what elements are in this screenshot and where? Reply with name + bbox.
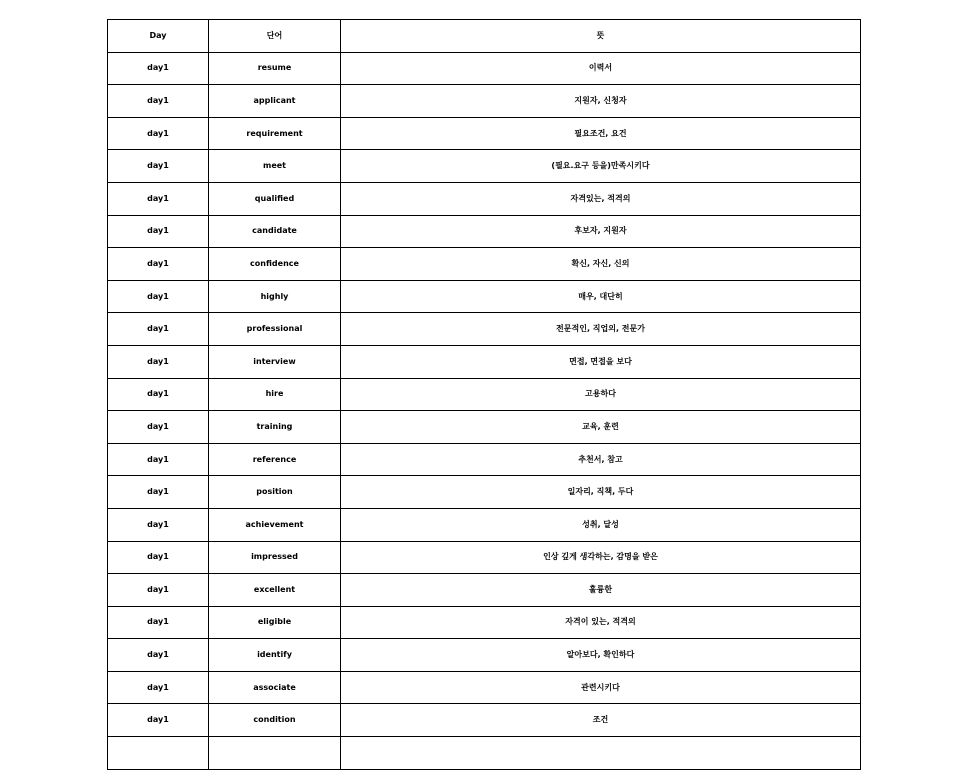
- header-meaning: 뜻: [341, 20, 861, 53]
- cell-meaning: 전문적인, 직업의, 전문가: [341, 313, 861, 346]
- cell-day: day1: [108, 574, 209, 607]
- table-row: [108, 378, 861, 411]
- cell-meaning: 조건: [341, 704, 861, 737]
- cell-meaning: 지원자, 신청자: [341, 85, 861, 118]
- cell-word: interview: [209, 345, 341, 378]
- table-row: [108, 606, 861, 639]
- vocabulary-sheet: [107, 19, 860, 770]
- cell-day: day1: [108, 411, 209, 444]
- cell-day: day1: [108, 541, 209, 574]
- cell-meaning: 훌륭한: [341, 574, 861, 607]
- cell-meaning: 관련시키다: [341, 671, 861, 704]
- cell-word: impressed: [209, 541, 341, 574]
- cell-word: achievement: [209, 508, 341, 541]
- cell-word: highly: [209, 280, 341, 313]
- cell-day: day1: [108, 476, 209, 509]
- table-row: [108, 280, 861, 313]
- cell-meaning: 자격이 있는, 적격의: [341, 606, 861, 639]
- cell-meaning: 인상 깊게 생각하는, 감명을 받은: [341, 541, 861, 574]
- vocabulary-table: [107, 19, 861, 770]
- cell-day: day1: [108, 508, 209, 541]
- table-row: [108, 476, 861, 509]
- cell-meaning: 면접, 면접을 보다: [341, 345, 861, 378]
- table-row: [108, 117, 861, 150]
- cell-day: day1: [108, 606, 209, 639]
- header-row: [108, 20, 861, 53]
- cell-meaning: 고용하다: [341, 378, 861, 411]
- cell-day: day1: [108, 345, 209, 378]
- header-day: Day: [108, 20, 209, 53]
- cell-word: meet: [209, 150, 341, 183]
- cell-word: professional: [209, 313, 341, 346]
- cell-meaning: 이력서: [341, 52, 861, 85]
- cell-day: day1: [108, 443, 209, 476]
- cell-meaning: 확신, 자신, 신의: [341, 248, 861, 281]
- cell-meaning: 알아보다, 확인하다: [341, 639, 861, 672]
- cell-word: requirement: [209, 117, 341, 150]
- table-row: [108, 313, 861, 346]
- cell-day: day1: [108, 378, 209, 411]
- table-row: [108, 508, 861, 541]
- cell-meaning: 교육, 훈련: [341, 411, 861, 444]
- cell-day: day1: [108, 85, 209, 118]
- cell-meaning: (필요.요구 등을)만족시키다: [341, 150, 861, 183]
- cell-day: day1: [108, 313, 209, 346]
- cell-day: day1: [108, 280, 209, 313]
- cell-word: resume: [209, 52, 341, 85]
- cell-meaning: 후보자, 지원자: [341, 215, 861, 248]
- table-row: [108, 345, 861, 378]
- cell-day: day1: [108, 52, 209, 85]
- cell-word: associate: [209, 671, 341, 704]
- cell-meaning: 매우, 대단히: [341, 280, 861, 313]
- cell-meaning: 일자리, 직책, 두다: [341, 476, 861, 509]
- cell-word: identify: [209, 639, 341, 672]
- table-row: [108, 574, 861, 607]
- table-row: [108, 541, 861, 574]
- cell-day: day1: [108, 182, 209, 215]
- table-row: [108, 182, 861, 215]
- table-row: [108, 52, 861, 85]
- table-row: [108, 671, 861, 704]
- table-row: [108, 411, 861, 444]
- cell-word: eligible: [209, 606, 341, 639]
- cell-day: day1: [108, 639, 209, 672]
- cell-meaning: 자격있는, 적격의: [341, 182, 861, 215]
- cell-word: training: [209, 411, 341, 444]
- cell-word: applicant: [209, 85, 341, 118]
- table-header: [108, 20, 861, 53]
- cell-word: hire: [209, 378, 341, 411]
- cell-word: excellent: [209, 574, 341, 607]
- table-row: [108, 737, 861, 770]
- cell-day: day1: [108, 671, 209, 704]
- table-row: [108, 215, 861, 248]
- cell-meaning: [341, 737, 861, 770]
- cell-word: confidence: [209, 248, 341, 281]
- header-word: 단어: [209, 20, 341, 53]
- cell-meaning: 필요조건, 요건: [341, 117, 861, 150]
- table-row: [108, 150, 861, 183]
- table-row: [108, 443, 861, 476]
- table-row: [108, 639, 861, 672]
- table-row: [108, 248, 861, 281]
- table-row: [108, 85, 861, 118]
- cell-word: qualified: [209, 182, 341, 215]
- cell-day: day1: [108, 704, 209, 737]
- table-body: [108, 52, 861, 769]
- cell-day: day1: [108, 117, 209, 150]
- cell-word: candidate: [209, 215, 341, 248]
- cell-meaning: 성취, 달성: [341, 508, 861, 541]
- table-row: [108, 704, 861, 737]
- cell-word: reference: [209, 443, 341, 476]
- cell-word: [209, 737, 341, 770]
- cell-day: [108, 737, 209, 770]
- cell-day: day1: [108, 215, 209, 248]
- cell-day: day1: [108, 150, 209, 183]
- cell-word: condition: [209, 704, 341, 737]
- cell-word: position: [209, 476, 341, 509]
- cell-day: day1: [108, 248, 209, 281]
- cell-meaning: 추천서, 참고: [341, 443, 861, 476]
